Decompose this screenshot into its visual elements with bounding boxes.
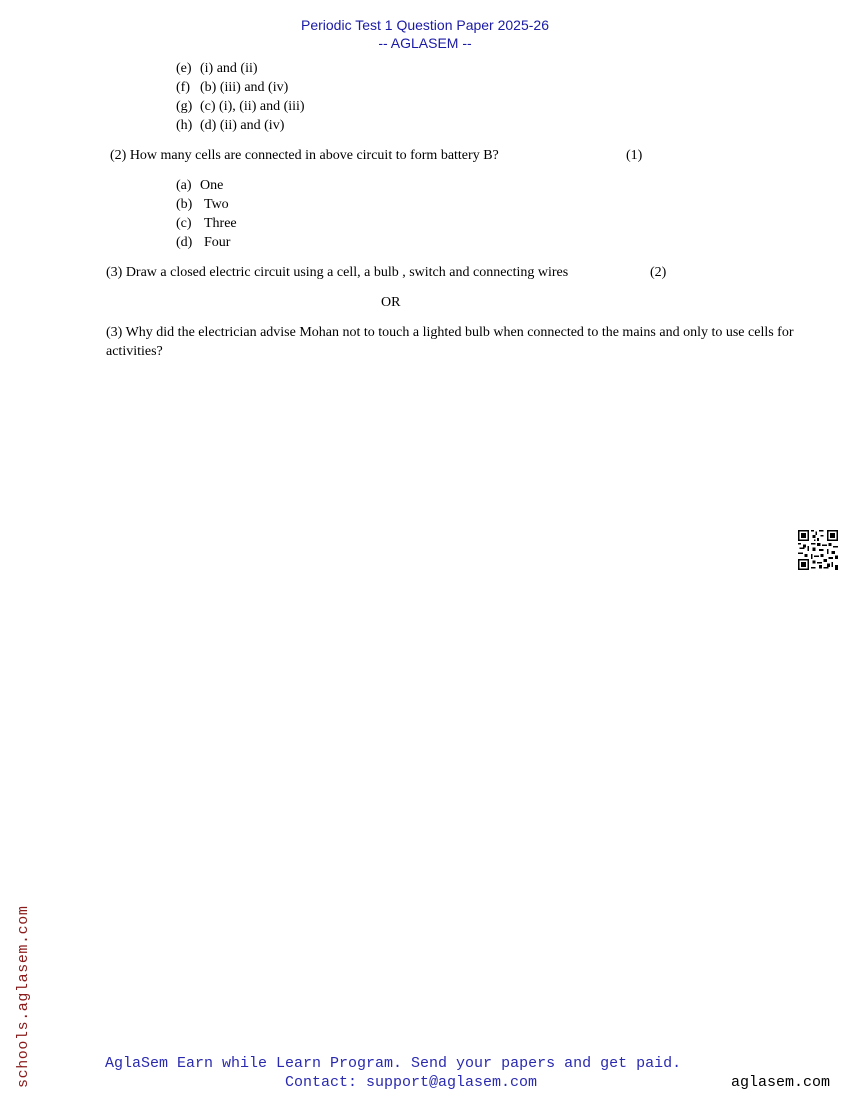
option-letter: (h) (176, 118, 193, 133)
option-item (176, 177, 223, 195)
question-3-text: (3) Draw a closed electric circuit using a cell, a bulb , switch and connecting wires (106, 265, 569, 280)
option-letter: (a) (176, 178, 192, 193)
option-letter: (f) (176, 80, 190, 95)
option-text: Four (204, 235, 231, 250)
option-letter: (c) (176, 216, 192, 231)
question-2-marks: (1) (626, 148, 643, 163)
option-text: Three (204, 216, 237, 231)
option-letter: (d) (176, 235, 193, 250)
option-item (176, 79, 288, 97)
option-text: (c) (i), (ii) and (iii) (200, 99, 305, 114)
option-item (176, 196, 229, 214)
option-item (176, 60, 258, 78)
footer-promo: AglaSem Earn while Learn Program. Send your papers and get paid. (105, 1055, 682, 1072)
option-letter: (e) (176, 61, 192, 76)
option-letter: (g) (176, 99, 193, 114)
option-text: (i) and (ii) (200, 61, 258, 76)
question-3-marks: (2) (650, 265, 667, 280)
qr-code-icon (798, 530, 838, 570)
side-watermark: schools.aglasem.com (15, 905, 32, 1088)
option-text: (b) (iii) and (iv) (200, 80, 289, 95)
footer-site: aglasem.com (731, 1074, 831, 1091)
question-2-text: (2) How many cells are connected in above circuit to form battery B? (110, 148, 499, 163)
footer-contact: Contact: support@aglasem.com (285, 1074, 538, 1091)
option-item (176, 215, 237, 233)
option-text: One (200, 178, 224, 193)
option-item (176, 234, 230, 252)
option-text: (d) (ii) and (iv) (200, 118, 285, 133)
option-item (176, 98, 305, 116)
page-header-subtitle: -- AGLASEM -- (378, 35, 472, 51)
option-letter: (b) (176, 197, 193, 212)
page-header-title: Periodic Test 1 Question Paper 2025-26 (300, 17, 549, 33)
or-separator: OR (381, 295, 401, 310)
question-3-alt-text: (3) Why did the electrician advise Mohan not to touch a lighted bulb when connected to the mains and only to use cells for activities? (106, 325, 794, 359)
option-text: Two (204, 197, 229, 212)
option-item (176, 117, 284, 135)
